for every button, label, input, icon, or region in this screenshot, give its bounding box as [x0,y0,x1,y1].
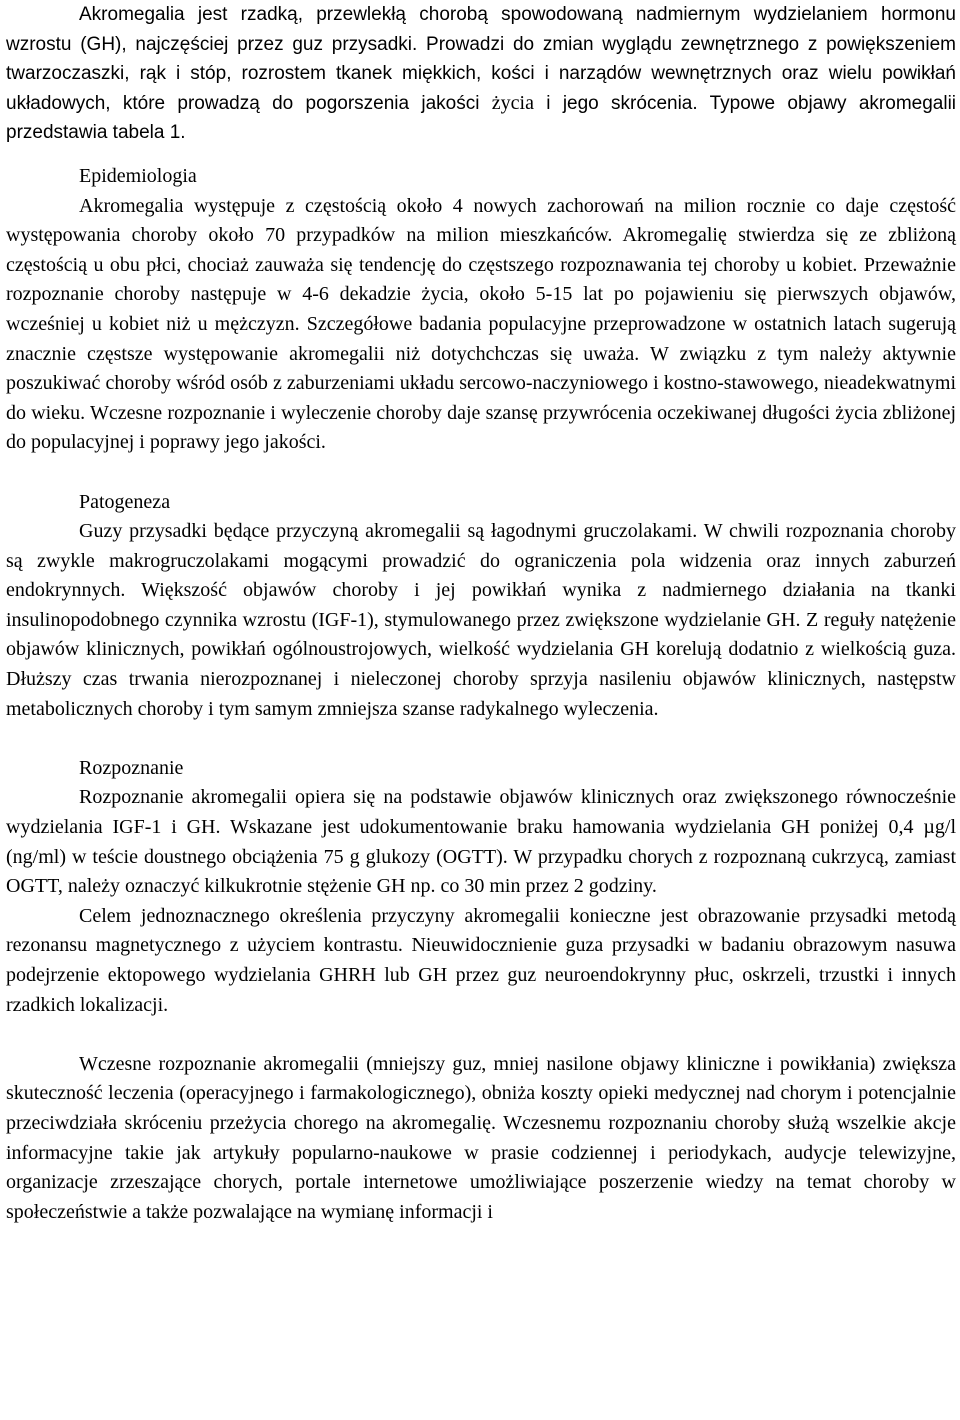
document-page [6,0,956,1227]
diagnosis-section [6,754,956,1020]
early-diagnosis-section [6,1050,956,1228]
pathogenesis-paragraph: Guzy przysadki będące przyczyną akromegalii są łagodnymi gruczolakami. W chwili rozpoznania choroby są zwykle makrogruczolakami mogącymi prowadzić do ograniczenia pola widzenia oraz innych zaburzeń endokrynnych. Większość objawów choroby i jej powikłań wynika z nadmiernego działania na tkanki insulinopodobnego czynnika wzrostu (IGF-1), stymulowanego przez zwiększone wydzielanie GH. Z reguły natężenie objawów klinicznych, powikłań ogólnoustrojowych, wielkość wydzielania GH korelują dodatnio z wielkością guza. Dłuższy czas trwania nierozpoznanej i nieleczonej choroby sprzyja nasileniu objawów klinicznych, następstw metabolicznych choroby i tym samym zmniejsza szanse radykalnego wyleczenia. [6,520,956,720]
pathogenesis-section [6,488,956,725]
diagnosis-paragraph-1: Rozpoznanie akromegalii opiera się na podstawie objawów klinicznych oraz zwiększonego równocześnie wydzielania IGF-1 i GH. Wskazane jest udokumentowanie braku hamowania wydzielania GH poniżej 0,4 µg/l (ng/ml) w teście doustnego obciążenia 75 g glukozy (OGTT). W przypadku chorych z rozpoznaną cukrzycą, zamiast OGTT, należy oznaczyć kilkukrotnie stężenie GH np. co 30 min przez 2 godziny. [6,786,956,898]
epidemiology-heading: Epidemiologia [79,164,197,187]
intro-paragraph [6,0,956,148]
intro-text: Akromegalia jest rzadką, przewlekłą chorobą spowodowaną nadmiernym wydzielaniem hormonu wzrostu (GH), najczęściej przez guz przysadki. Prowadzi do zmian wyglądu zewnętrznego z powiększeniem twarzoczaszki, rąk i stóp, rozrostem tkanek miękkich, kości i narządów wewnętrznych oraz wielu powikłań układowych, które prowadzą do pogorszenia jakości [6,4,956,114]
diagnosis-paragraph-2: Celem jednoznacznego określenia przyczyny akromegalii konieczne jest obrazowanie przysadki metodą rezonansu magnetycznego z użyciem kontrastu. Nieuwidocznienie guza przysadki w badaniu obrazowym nasuwa podejrzenie ektopowego wydzielania GHRH lub GH przez guz neuroendokrynny płuc, oskrzeli, trzustki i innych rzadkich lokalizacji. [6,904,956,1016]
epidemiology-paragraph: Akromegalia występuje z częstością około 4 nowych zachorowań na milion rocznie co daje częstość występowania choroby około 70 przypadków na milion mieszkańców. Akromegalię stwierdza się ze zbliżoną częstością u obu płci, chociaż zauważa się tendencję do częstszego rozpoznawania tej choroby u kobiet. Przeważnie rozpoznanie choroby następuje w 4-6 dekadzie życia, około 5-15 lat po pojawieniu się pierwszych objawów, wcześniej u kobiet niż u mężczyzn. Szczegółowe badania populacyjne przeprowadzone w ostatnich latach sugerują znacznie częstsze występowanie akromegalii niż dotychchczas się uważa. W związku z tym należy aktywnie poszukiwać choroby wśród osób z zaburzeniami układu sercowo-naczyniowego i kostno-stawowego, nieadekwatnymi do wieku. Wczesne rozpoznanie i wyleczenie choroby daje szansę przywrócenia oczekiwanej długości życia zbliżonej do populacyjnej i poprawy jego jakości. [6,194,956,454]
pathogenesis-heading: Patogeneza [79,490,171,513]
early-diagnosis-paragraph: Wczesne rozpoznanie akromegalii (mniejszy guz, mniej nasilone objawy kliniczne i powikłania) zwiększa skuteczność leczenia (operacyjnego i farmakologicznego), obniża koszty opieki medycznej nad chorym i potencjalnie przeciwdziała skróceniu przeżycia chorego na akromegalię. Wczesnemu rozpoznaniu choroby służą wszelkie akcje informacyjne takie jak artykuły popularno-naukowe w prasie codziennej i periodykach, audycje telewizyjne, organizacje zrzeszające chorych, portale internetowe umożliwiające poszerzenie wiedzy na temat choroby w społeczeństwie a także pozwalające na wymianę informacji i [6,1052,956,1223]
intro-text-serif: życia [491,91,534,114]
diagnosis-heading: Rozpoznanie [79,756,184,779]
intro-text-end: i jego skrócenia. Typowe objawy akromegalii przedstawia tabela 1. [6,92,957,144]
epidemiology-section [6,162,956,458]
